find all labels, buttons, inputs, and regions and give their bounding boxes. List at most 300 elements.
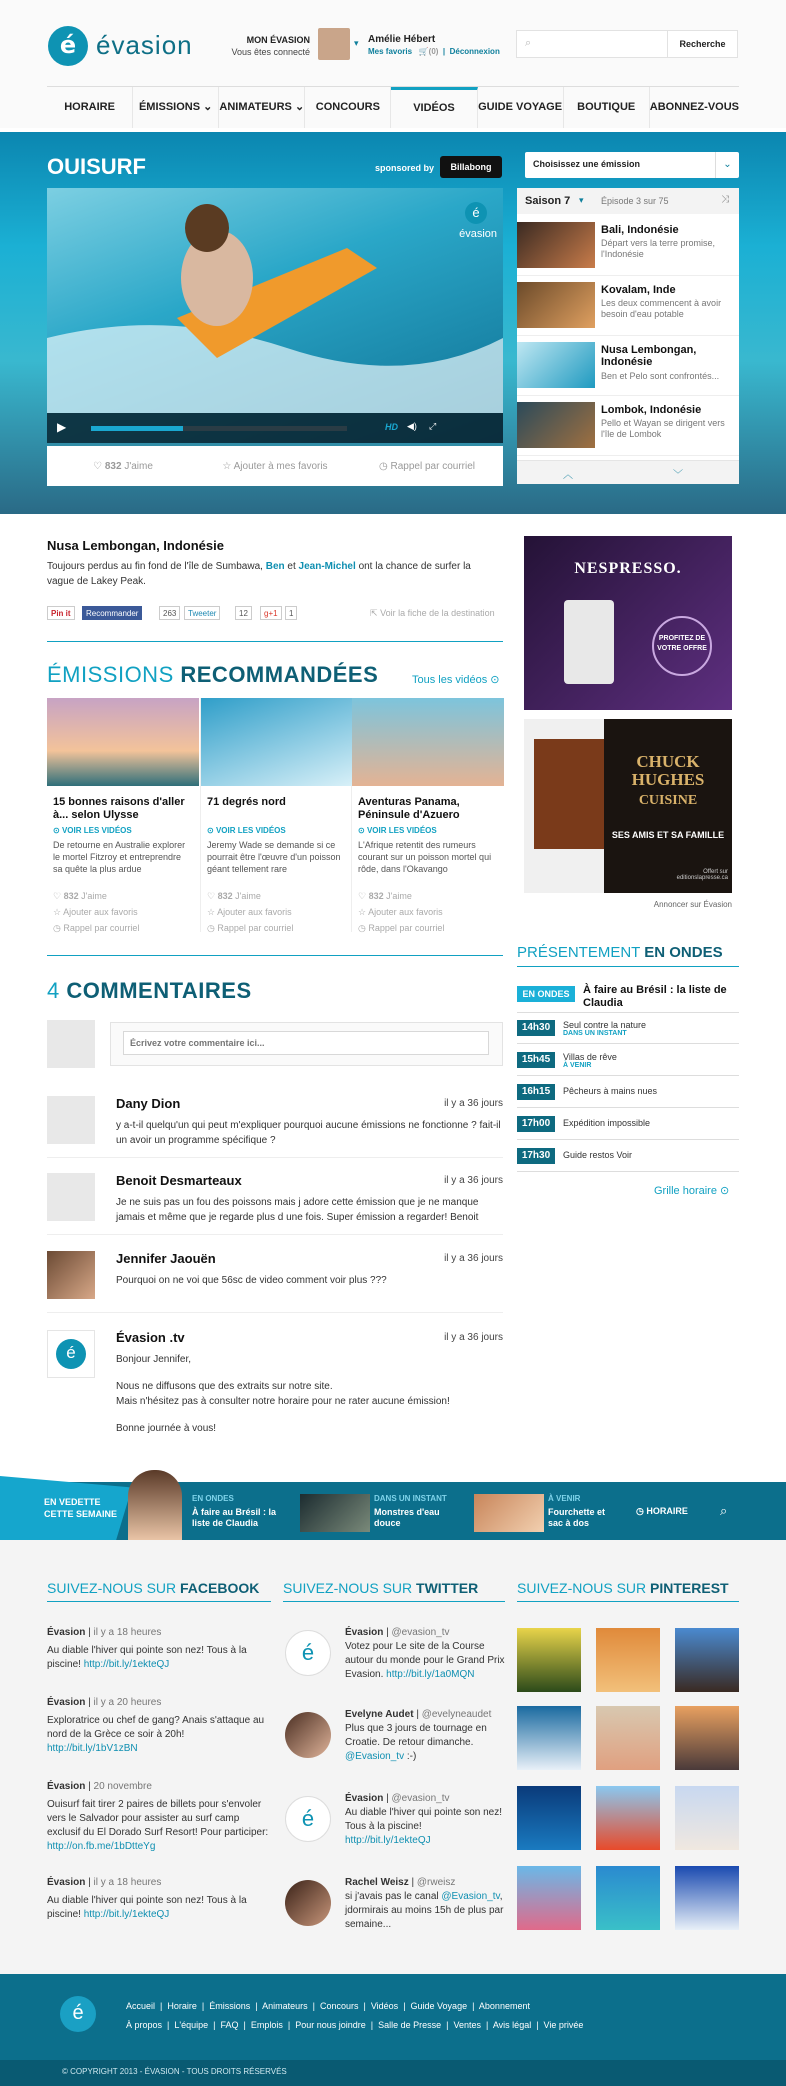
- ad-tagline: SES AMIS ET SA FAMILLE: [611, 830, 725, 840]
- favorite-button[interactable]: [199, 461, 351, 472]
- destination-link[interactable]: [370, 608, 495, 619]
- card-desc: De retourne en Australie explorer le mortel Fitzroy et entreprendre sa quête la plus ardue: [53, 840, 186, 874]
- pinterest-image[interactable]: [517, 1628, 581, 1692]
- heading-part: RECOMMANDÉES: [180, 662, 379, 687]
- footer-links-row2: À propos | L'équipe | FAQ | Emplois | Pour nous joindre | Salle de Presse | Ventes | Avis légal | Vie privée: [126, 2020, 584, 2030]
- chuck-hughes-ad[interactable]: [524, 719, 732, 893]
- tweet-text: Au diable l'hiver qui pointe son nez! Tous à la piscine!: [345, 1807, 503, 1832]
- show-select-value: Choisissez une émission: [533, 159, 641, 169]
- pinterest-image[interactable]: [675, 1628, 739, 1692]
- card-link-label: VOIR LES VIDÉOS: [61, 826, 132, 835]
- pinterest-image[interactable]: [596, 1628, 660, 1692]
- tweet-handle[interactable]: @evelyneaudet: [421, 1709, 492, 1720]
- season-select[interactable]: Saison 7: [525, 195, 571, 207]
- search-icon: ⌕: [525, 37, 532, 49]
- heading-part: PINTEREST: [650, 1580, 729, 1596]
- heading-part: COMMENTAIRES: [66, 978, 252, 1003]
- shuffle-icon[interactable]: ⤨: [721, 194, 729, 205]
- avatar: é: [285, 1796, 331, 1842]
- chevron-down-icon[interactable]: ▾: [354, 38, 359, 48]
- user-links: Mes favoris 🛒(0) | Déconnexion: [368, 47, 500, 56]
- divider: [47, 641, 503, 642]
- schedule-title: Expédition impossible: [563, 1118, 651, 1128]
- nav-item-abonnez[interactable]: ABONNEZ-VOUS: [649, 101, 739, 113]
- search-input[interactable]: [541, 35, 661, 53]
- copyright: © COPYRIGHT 2013 - ÉVASION - TOUS DROITS RÉSERVÉS: [62, 2067, 287, 2076]
- episode-counter: Épisode 3 sur 75: [601, 196, 669, 206]
- card-title: 15 bonnes raisons d'aller à... selon Ulysse: [53, 796, 185, 821]
- destination-link-label: Voir la fiche de la destination: [380, 608, 495, 618]
- heart-icon: ♡: [93, 460, 103, 472]
- recommended-card[interactable]: [352, 698, 504, 932]
- ad-product-image: [564, 600, 614, 684]
- divider: [47, 1601, 271, 1602]
- facebook-heading: [47, 1580, 259, 1596]
- show-title: OUISURF: [47, 154, 146, 179]
- pinterest-image[interactable]: [675, 1866, 739, 1930]
- logo-icon: é: [465, 202, 487, 224]
- heading-part: EN ONDES: [644, 944, 723, 961]
- tweet-mention[interactable]: @Evasion_tv: [441, 1891, 500, 1902]
- tweet-handle[interactable]: @rweisz: [416, 1877, 456, 1888]
- facebook-post: Évasion | 20 novembre Ouisurf fait tirer 2 paires de billets pour s'envoler vers le Salvador pour assister au surf camp exclusif du El Dorado Surf Resort! Pour participer: http://on.fb.me/1bDtteYg: [47, 1781, 269, 1852]
- nav-item-boutique[interactable]: BOUTIQUE: [564, 87, 650, 128]
- featured-label: DANS UN INSTANT: [374, 1494, 447, 1503]
- nav-item-videos[interactable]: VIDÉOS: [391, 87, 477, 128]
- heading-part: SUIVEZ-NOUS SUR: [517, 1580, 647, 1596]
- episode-pager: [517, 460, 739, 484]
- card-like[interactable]: ♡ 832 J'aime: [358, 891, 412, 901]
- episode-desc: Pello et Wayan se dirigent vers l'île de Lombok: [601, 418, 725, 439]
- pinterest-image[interactable]: [517, 1786, 581, 1850]
- episode-thumbnail: [517, 222, 595, 268]
- gplus-button[interactable]: g+1: [260, 606, 282, 620]
- card-link[interactable]: ⊙ VOIR LES VIDÉOS: [53, 826, 132, 835]
- avatar: [47, 1330, 95, 1378]
- card-reminder-label: Rappel par courriel: [63, 923, 140, 933]
- ad-offer-badge: PROFITEZ DE VOTRE OFFRE: [652, 616, 712, 676]
- account-block: [218, 34, 310, 58]
- comment-text: Pourquoi on ne voi que 56sc de video comment voir plus ???: [116, 1275, 387, 1286]
- post-author[interactable]: Évasion: [47, 1781, 86, 1792]
- tweet-button[interactable]: Tweeter: [184, 606, 220, 620]
- nav-item-emissions[interactable]: ÉMISSIONS ⌄: [133, 87, 219, 128]
- comment-box: [110, 1022, 503, 1066]
- video-frame-image: [47, 188, 503, 413]
- card-reminder[interactable]: ◷ Rappel par courriel: [53, 923, 140, 933]
- footer-link[interactable]: Abonnement: [478, 2001, 530, 2011]
- recommended-card[interactable]: [47, 698, 199, 932]
- comment-item: [47, 1096, 503, 1158]
- reminder-button[interactable]: [351, 461, 503, 472]
- episode-title: Lombok, Indonésie: [601, 404, 702, 416]
- comment-line: Mais n'hésitez pas à consulter notre horaire pour ne rater aucune émission!: [116, 1396, 450, 1407]
- tweet-author[interactable]: Rachel Weisz: [345, 1877, 409, 1888]
- facebook-post: Évasion | il y a 18 heures Au diable l'hiver qui pointe son nez! Tous à la piscine! http://bit.ly/1ekteQJ: [47, 1627, 247, 1670]
- progress-track[interactable]: [91, 426, 347, 431]
- user-name: Amélie Hébert: [368, 34, 436, 45]
- recommended-card[interactable]: [200, 698, 352, 932]
- comment-item: [47, 1173, 503, 1235]
- logout-link[interactable]: Déconnexion: [449, 47, 500, 56]
- card-image: [201, 698, 353, 786]
- episode-desc: Ben et Pelo sont confrontés...: [601, 371, 720, 381]
- pinterest-image[interactable]: [675, 1786, 739, 1850]
- comment-date: il y a 36 jours: [444, 1098, 503, 1109]
- avatar: [47, 1020, 95, 1068]
- card-like-count: 832: [368, 891, 384, 901]
- search-box: [516, 30, 738, 58]
- episode-desc: Les deux commencent à avoir besoin d'eau potable: [601, 298, 722, 319]
- pinterest-image[interactable]: [517, 1706, 581, 1770]
- card-reminder[interactable]: ◷ Rappel par courriel: [207, 923, 294, 933]
- season-bar: [517, 188, 739, 214]
- card-image: [47, 698, 199, 786]
- featured-label: EN ONDES: [192, 1494, 234, 1503]
- schedule-time: 17h30: [517, 1148, 555, 1164]
- ad-footnote: Offert sur editionslapresse.ca: [676, 869, 728, 881]
- desc-text: et: [287, 561, 296, 572]
- card-like-count: 832: [217, 891, 233, 901]
- post-date: il y a 20 heures: [93, 1697, 162, 1708]
- comment-author[interactable]: Benoit Desmarteaux: [116, 1173, 242, 1188]
- post-link[interactable]: http://bit.ly/1ekteQJ: [83, 1909, 170, 1920]
- comment-author[interactable]: Dany Dion: [116, 1096, 181, 1111]
- clock-icon: ◷: [378, 460, 388, 472]
- pinterest-image[interactable]: [517, 1866, 581, 1930]
- schedule-title: Guide restos Voir: [563, 1150, 633, 1160]
- footer-link[interactable]: Pour nous joindre: [295, 2020, 366, 2030]
- episode-title: Bali, Indonésie: [601, 224, 679, 236]
- post-author[interactable]: Évasion: [47, 1627, 86, 1638]
- schedule-title: Villas de rêve: [563, 1052, 617, 1062]
- video-actions: [47, 446, 503, 486]
- schedule-time: 16h15: [517, 1084, 555, 1100]
- post-author[interactable]: Évasion: [47, 1697, 86, 1708]
- comment-input[interactable]: [123, 1031, 489, 1055]
- cart-count[interactable]: (0): [428, 47, 439, 56]
- chevron-down-icon: ⌄: [715, 152, 739, 178]
- heading-part: SUIVEZ-NOUS SUR: [283, 1580, 413, 1596]
- heading-part: FACEBOOK: [180, 1580, 260, 1596]
- like-label: J'aime: [124, 460, 153, 472]
- comments-count: 4: [47, 978, 60, 1003]
- progress-fill: [91, 426, 183, 431]
- recommended-heading: [47, 662, 378, 688]
- episode-heading: Nusa Lembongan, Indonésie: [47, 538, 224, 553]
- divider: [517, 1601, 739, 1602]
- schedule-row[interactable]: [517, 1110, 739, 1140]
- favorites-link[interactable]: Mes favoris: [368, 47, 413, 56]
- featured-title[interactable]: À faire au Brésil : la liste de Claudia: [192, 1507, 277, 1528]
- video-controls: [47, 413, 503, 443]
- heading-part: PRÉSENTEMENT: [517, 944, 641, 961]
- post-date: il y a 18 heures: [93, 1627, 162, 1638]
- pinterest-button[interactable]: Pin it: [47, 606, 75, 620]
- search-button[interactable]: Recherche: [667, 31, 737, 57]
- arrow-right-icon: ⊙: [490, 674, 500, 686]
- footer-links-row1: Accueil | Horaire | Émissions | Animateurs | Concours | Vidéos | Guide Voyage | Abonnement: [126, 2001, 530, 2011]
- schedule-button[interactable]: [636, 1506, 688, 1517]
- tweet-count: 12: [235, 606, 252, 620]
- user-avatar[interactable]: [318, 28, 350, 60]
- avatar: [285, 1712, 331, 1758]
- sponsor-logo[interactable]: Billabong: [440, 156, 502, 178]
- footer-link[interactable]: Guide Voyage: [410, 2001, 468, 2011]
- card-link[interactable]: ⊙ VOIR LES VIDÉOS: [358, 826, 437, 835]
- nav-item-horaire[interactable]: HORAIRE: [47, 87, 133, 128]
- desc-text: ont la chance de surfer la vague de Lakey Peak.: [47, 561, 471, 587]
- hd-toggle[interactable]: HD: [385, 422, 398, 432]
- nespresso-ad[interactable]: [524, 536, 732, 710]
- tweet-mention[interactable]: @Evasion_tv: [345, 1751, 405, 1762]
- post-text: Au diable l'hiver qui pointe son nez! Tous à la piscine!: [47, 1645, 247, 1670]
- schedule-row[interactable]: [517, 1142, 739, 1172]
- card-like-label: J'aime: [235, 891, 261, 901]
- fullscreen-icon[interactable]: ⤢: [429, 421, 437, 431]
- footer-link[interactable]: À propos: [126, 2020, 163, 2030]
- logo-icon[interactable]: é: [48, 26, 88, 66]
- tweet-author[interactable]: Évasion: [345, 1627, 384, 1638]
- divider: [517, 1012, 739, 1013]
- footer-link[interactable]: L'équipe: [174, 2020, 209, 2030]
- tweet-text: Votez pour Le site de la Course autour du monde pour le Grand Prix Evasion.: [345, 1641, 505, 1680]
- comment-date: il y a 36 jours: [444, 1332, 503, 1343]
- chevron-down-icon[interactable]: ﹀: [673, 470, 683, 481]
- post-link[interactable]: http://bit.ly/1ekteQJ: [83, 1659, 170, 1670]
- avatar: [285, 1880, 331, 1926]
- post-link[interactable]: http://on.fb.me/1bDtteYg: [47, 1841, 156, 1852]
- featured-thumbnail[interactable]: [300, 1494, 370, 1532]
- pinterest-image[interactable]: [596, 1866, 660, 1930]
- tweet-handle[interactable]: @evasion_tv: [391, 1627, 450, 1638]
- comment-item: [47, 1251, 503, 1313]
- avatar: [47, 1173, 95, 1221]
- footer-link[interactable]: Salle de Presse: [378, 2020, 442, 2030]
- play-icon[interactable]: ▶: [57, 420, 67, 434]
- heading-part: SUIVEZ-NOUS SUR: [47, 1580, 177, 1596]
- comment-text: [116, 1352, 501, 1436]
- twitter-heading: [283, 1580, 478, 1596]
- card-fav-label: Ajouter aux favoris: [63, 907, 138, 917]
- episode-item[interactable]: [517, 278, 739, 336]
- card-link-label: VOIR LES VIDÉOS: [366, 826, 437, 835]
- host-portrait: [128, 1470, 182, 1540]
- episode-item[interactable]: [517, 218, 739, 276]
- footer-link[interactable]: Avis légal: [492, 2020, 532, 2030]
- tweet: Rachel Weisz | @rweisz si j'avais pas le canal @Evasion_tv, jdormirais au moins 15h de plus par semaine...: [283, 1876, 505, 1932]
- comment-author[interactable]: Évasion .tv: [116, 1330, 185, 1345]
- schedule-tag: DANS UN INSTANT: [563, 1030, 627, 1037]
- footer-link[interactable]: Accueil: [126, 2001, 156, 2011]
- comment-line: Bonne journée à vous!: [116, 1423, 217, 1434]
- card-reminder-label: Rappel par courriel: [217, 923, 294, 933]
- footer-link[interactable]: Animateurs: [262, 2001, 308, 2011]
- schedule-button-label: HORAIRE: [646, 1506, 688, 1516]
- account-label: MON ÉVASION: [246, 35, 310, 45]
- comment-text: y a-t-il quelqu'un qui peut m'expliquer pourquoi aucune émissions ne fonctionne ? fait-il un avoir un programme spécifique ?: [116, 1120, 501, 1146]
- featured-thumbnail[interactable]: [474, 1494, 544, 1532]
- search-icon[interactable]: ⌕: [720, 1503, 728, 1518]
- comment-text: Je ne suis pas un fou des poissons mais j adore cette émission que je ne manque jamais et même que je regarde plus d une fois. Super émission a regarder! Benoit: [116, 1197, 479, 1223]
- card-desc: L'Afrique retentit des rumeurs courant sur un poisson mortel qui rôde, dans l'Okavango: [358, 840, 492, 874]
- nav-item-guide[interactable]: GUIDE VOYAGE: [478, 87, 564, 128]
- card-like-label: J'aime: [81, 891, 107, 901]
- facebook-post: Évasion | il y a 20 heures Exploratrice ou chef de gang? Anais s'attaque au nord de la Grèce ce soir à 20h! http://bit.ly/1bV1zBN: [47, 1697, 265, 1754]
- like-button[interactable]: [47, 461, 199, 472]
- logo-icon: é: [56, 1339, 86, 1369]
- card-fav-label: Ajouter aux favoris: [368, 907, 443, 917]
- external-link-icon: ⇱: [370, 608, 378, 618]
- cart-icon[interactable]: 🛒: [418, 47, 429, 56]
- comment-item: [47, 1330, 503, 1450]
- episode-title: Kovalam, Inde: [601, 284, 676, 296]
- post-author[interactable]: Évasion: [47, 1877, 86, 1888]
- ad-subtitle: CUISINE: [638, 793, 698, 808]
- card-link[interactable]: ⊙ VOIR LES VIDÉOS: [207, 826, 286, 835]
- episode-title: Nusa Lembongan, Indonésie: [601, 344, 697, 368]
- desc-text: Toujours perdus au fin fond de l'île de Sumbawa,: [47, 561, 263, 572]
- post-text: Ouisurf fait tirer 2 paires de billets pour s'envoler vers le Salvador pour assister au surf camp exclusif du El Dorado Surf Resort! Pour participer:: [47, 1799, 269, 1838]
- pinterest-heading: [517, 1580, 729, 1596]
- episode-description: [47, 559, 493, 589]
- gplus-count: 1: [285, 606, 297, 620]
- footer-logo-icon[interactable]: é: [60, 1996, 96, 2032]
- featured-label: À VENIR: [548, 1494, 581, 1503]
- comment-date: il y a 36 jours: [444, 1253, 503, 1264]
- schedule-time: 15h45: [517, 1052, 555, 1068]
- divider: [283, 1601, 505, 1602]
- tweet-link[interactable]: http://bit.ly/1a0MQN: [386, 1669, 475, 1680]
- video-watermark: évasion: [459, 228, 497, 240]
- clock-icon: ◷: [636, 1506, 644, 1516]
- footer-link[interactable]: Emplois: [250, 2020, 283, 2030]
- facebook-like-button[interactable]: Recommander: [82, 606, 142, 620]
- footer-link[interactable]: Vidéos: [370, 2001, 399, 2011]
- nav-item-concours[interactable]: CONCOURS: [305, 87, 391, 128]
- schedule-grid-label: Grille horaire: [654, 1185, 717, 1197]
- schedule-title: Seul contre la nature: [563, 1020, 647, 1030]
- post-link[interactable]: http://bit.ly/1bV1zBN: [47, 1743, 138, 1754]
- schedule-tag: À VENIR: [563, 1062, 592, 1069]
- footer-link[interactable]: Ventes: [453, 2020, 481, 2030]
- tweet: é Évasion | @evasion_tv Au diable l'hiver qui pointe son nez! Tous à la piscine! http://bit.ly/1ekteQJ: [283, 1792, 505, 1848]
- pinterest-image[interactable]: [596, 1706, 660, 1770]
- ad-book-image: [534, 739, 606, 849]
- onair-now-title[interactable]: À faire au Brésil : la liste de Claudia: [583, 984, 727, 1009]
- post-text: Exploratrice ou chef de gang? Anais s'attaque au nord de la Grèce ce soir à 20h!: [47, 1715, 265, 1740]
- footer-link[interactable]: Concours: [319, 2001, 359, 2011]
- onair-heading: [517, 944, 723, 961]
- post-date: 20 novembre: [93, 1781, 152, 1792]
- tweet-author[interactable]: Evelyne Audet: [345, 1709, 414, 1720]
- card-fav[interactable]: ☆ Ajouter aux favoris: [207, 907, 292, 917]
- volume-icon[interactable]: ◀): [407, 421, 417, 431]
- arrow-right-icon: ⊙: [720, 1185, 730, 1197]
- card-reminder[interactable]: ◷ Rappel par courriel: [358, 923, 445, 933]
- favorite-label: Ajouter à mes favoris: [233, 460, 328, 472]
- featured-title[interactable]: Monstres d'eau douce: [374, 1507, 440, 1528]
- logo-wordmark[interactable]: évasion: [96, 30, 193, 60]
- host-link-ben[interactable]: Ben: [265, 561, 285, 572]
- comments-heading: [47, 978, 252, 1004]
- ad-title: CHUCK HUGHES: [631, 752, 705, 789]
- tweet-link[interactable]: http://bit.ly/1ekteQJ: [345, 1835, 431, 1846]
- schedule-row[interactable]: [517, 1046, 739, 1076]
- comment-line: Nous ne diffusons que des extraits sur notre site.: [116, 1381, 333, 1392]
- tweet: Evelyne Audet | @evelyneaudet Plus que 3 jours de tournage en Croatie. De retour dimanche. @Evasion_tv :-): [283, 1708, 505, 1764]
- schedule-title: Pêcheurs à mains nues: [563, 1086, 658, 1096]
- tweet-text: , jdormirais au moins 15h de plus par semaine...: [345, 1891, 504, 1930]
- post-date: il y a 18 heures: [93, 1877, 162, 1888]
- schedule-time: 17h00: [517, 1116, 555, 1132]
- schedule-row[interactable]: [517, 1014, 739, 1044]
- avatar: é: [285, 1630, 331, 1676]
- card-reminder-label: Rappel par courriel: [368, 923, 445, 933]
- schedule-grid-link[interactable]: [654, 1184, 729, 1197]
- main-nav: [47, 86, 739, 128]
- footer-link[interactable]: Vie privée: [543, 2020, 584, 2030]
- show-select[interactable]: [525, 152, 739, 178]
- footer-link[interactable]: Émissions: [209, 2001, 251, 2011]
- chevron-down-icon[interactable]: ▾: [579, 195, 584, 205]
- onair-badge: EN ONDES: [517, 986, 575, 1002]
- schedule-time: 14h30: [517, 1020, 555, 1036]
- card-fav[interactable]: ☆ Ajouter aux favoris: [358, 907, 443, 917]
- facebook-count: 263: [159, 606, 180, 620]
- pinterest-image[interactable]: [596, 1786, 660, 1850]
- tweet-text: :-): [404, 1751, 417, 1762]
- schedule-entry: [563, 1052, 733, 1069]
- avatar: [47, 1096, 95, 1144]
- card-fav[interactable]: ☆ Ajouter aux favoris: [53, 907, 138, 917]
- card-image: [352, 698, 504, 786]
- tweet-text: Plus que 3 jours de tournage en Croatie. De retour dimanche.: [345, 1723, 487, 1748]
- episode-item[interactable]: [517, 398, 739, 456]
- reminder-label: Rappel par courriel: [390, 460, 475, 472]
- chevron-up-icon[interactable]: ︿: [563, 470, 573, 481]
- like-count: 832: [104, 460, 122, 472]
- comment-author[interactable]: Jennifer Jaouën: [116, 1251, 216, 1266]
- nav-item-animateurs[interactable]: ANIMATEURS ⌄: [219, 87, 305, 128]
- divider: [517, 966, 739, 967]
- card-like-label: J'aime: [386, 891, 412, 901]
- post-text: Au diable l'hiver qui pointe son nez! Tous à la piscine!: [47, 1895, 247, 1920]
- sponsor-label: sponsored by: [375, 163, 435, 173]
- footer-link[interactable]: FAQ: [220, 2020, 239, 2030]
- heading-part: ÉMISSIONS: [47, 662, 174, 687]
- advertise-link[interactable]: Annoncer sur Évasion: [653, 900, 732, 909]
- heading-part: TWITTER: [416, 1580, 479, 1596]
- host-link-jean-michel[interactable]: Jean-Michel: [298, 561, 356, 572]
- card-like[interactable]: ♡ 832 J'aime: [53, 891, 107, 901]
- all-videos-link[interactable]: [412, 673, 500, 686]
- featured-title[interactable]: Fourchette et sac à dos: [548, 1507, 606, 1528]
- tweet-author[interactable]: Évasion: [345, 1793, 384, 1804]
- card-like[interactable]: ♡ 832 J'aime: [207, 891, 261, 901]
- episode-thumbnail: [517, 282, 595, 328]
- pinterest-image[interactable]: [675, 1706, 739, 1770]
- episode-item-active[interactable]: [517, 338, 739, 396]
- divider: [47, 955, 503, 956]
- card-like-count: 832: [63, 891, 79, 901]
- footer-link[interactable]: Horaire: [167, 2001, 197, 2011]
- all-videos-label: Tous les vidéos: [412, 674, 488, 686]
- video-player[interactable]: [47, 188, 503, 443]
- tweet-handle[interactable]: @evasion_tv: [391, 1793, 450, 1804]
- schedule-row[interactable]: [517, 1078, 739, 1108]
- login-status: Vous êtes connecté: [231, 47, 310, 57]
